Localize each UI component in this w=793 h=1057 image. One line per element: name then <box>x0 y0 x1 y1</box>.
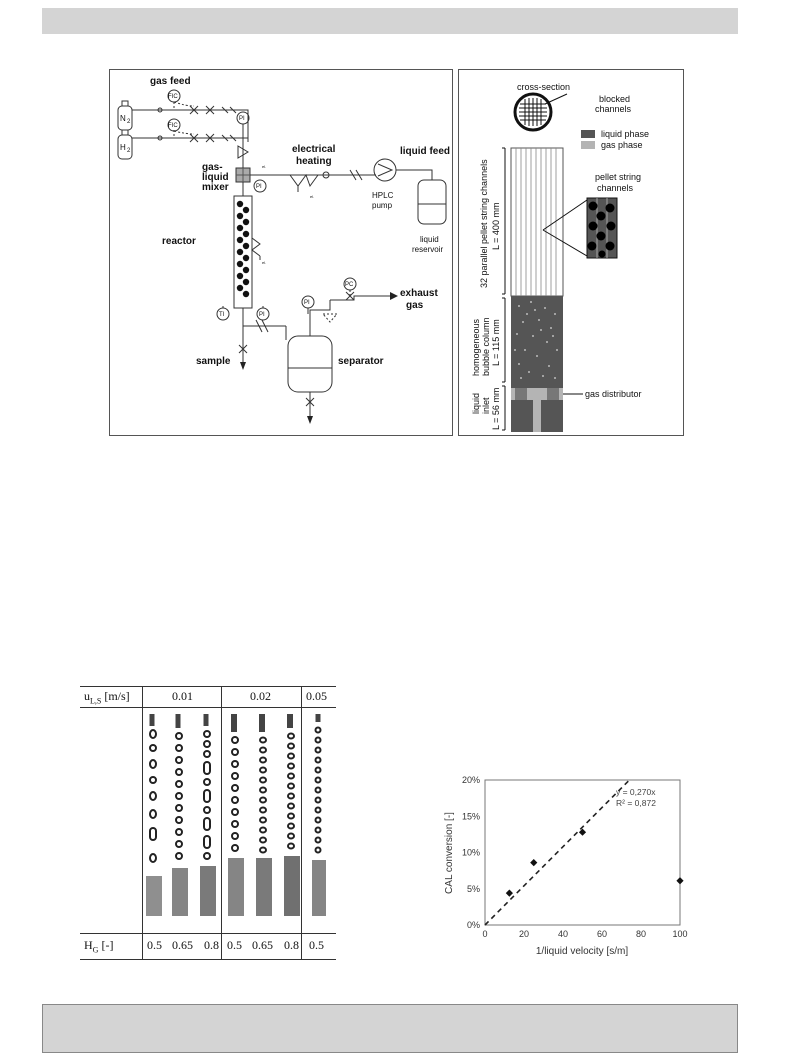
svg-text:pump: pump <box>372 201 393 210</box>
svg-text:el.: el. <box>310 194 315 199</box>
footer-bar <box>42 1004 738 1053</box>
separator-label: separator <box>338 356 384 367</box>
svg-text:channels: channels <box>597 183 634 193</box>
svg-text:exhaust: exhaust <box>400 288 438 299</box>
svg-text:gas: gas <box>406 300 424 311</box>
process-flow-svg <box>110 70 454 437</box>
x-tick-label: 100 <box>672 929 688 939</box>
svg-text:L = 115 mm: L = 115 mm <box>491 319 501 366</box>
svg-text:liquid: liquid <box>471 392 481 414</box>
equation-label: y = 0,270x <box>616 787 656 797</box>
conversion-chart <box>430 770 710 960</box>
svg-text:homogeneous: homogeneous <box>471 318 481 376</box>
svg-text:32 parallel pellet string chan: 32 parallel pellet string channels <box>479 159 489 288</box>
svg-text:gas distributor: gas distributor <box>585 389 642 399</box>
x-axis-label: 1/liquid velocity [s/m] <box>535 946 629 957</box>
velocity-0-05: 0.05 <box>306 689 327 703</box>
svg-text:2: 2 <box>127 119 131 125</box>
svg-text:FIC: FIC <box>168 94 178 100</box>
gas-feed-label: gas feed <box>150 76 191 87</box>
reactor-label: reactor <box>162 236 196 247</box>
velocity-row-label: $u_{L,S}$ [m/s] <box>84 689 130 706</box>
r2-label: R² = 0,872 <box>616 798 656 808</box>
svg-text:bubble column: bubble column <box>481 317 491 376</box>
svg-text:PI: PI <box>304 300 310 306</box>
x-tick-label: 20 <box>518 929 530 939</box>
reactor-detail-svg <box>459 70 685 437</box>
svg-text:reservoir: reservoir <box>412 245 444 254</box>
holdup-row-label: $H_G$ [-] <box>84 938 114 955</box>
reactor-detail-panel <box>458 69 684 436</box>
svg-text:liquid: liquid <box>202 172 229 183</box>
liquid-reservoir <box>418 180 446 224</box>
svg-text:HPLC: HPLC <box>372 191 394 200</box>
svg-text:pellet string: pellet string <box>595 172 642 182</box>
bubble-column-zone <box>511 296 563 384</box>
x-tick-label: 60 <box>596 929 608 939</box>
svg-text:inlet: inlet <box>481 397 491 414</box>
separator-vessel <box>288 336 332 392</box>
velocity-0-01: 0.01 <box>172 689 193 703</box>
svg-text:heating: heating <box>296 156 332 167</box>
svg-text:L = 56 mm: L = 56 mm <box>491 387 501 430</box>
svg-text:el.: el. <box>262 164 267 169</box>
flow-regime-table: $u_{L,S}$ [m/s] 0.01 0.02 0.05 $H_G$ [-] 0.5 0.65 0.8 0.5 0.65 0.8 0.5 <box>80 686 336 960</box>
y-tick-label: 0% <box>466 920 480 930</box>
svg-text:mixer: mixer <box>202 182 229 193</box>
svg-text:liquid phase: liquid phase <box>601 129 650 139</box>
svg-text:liquid: liquid <box>420 235 439 244</box>
svg-text:cross-section: cross-section <box>517 82 571 92</box>
svg-text:N: N <box>120 114 126 123</box>
y-tick-label: 5% <box>466 883 480 894</box>
bubble-images <box>142 708 336 933</box>
svg-text:blocked: blocked <box>599 94 631 104</box>
svg-text:PI: PI <box>259 312 265 318</box>
svg-text:2: 2 <box>127 148 131 154</box>
svg-text:electrical: electrical <box>292 144 336 155</box>
x-tick-label: 40 <box>557 929 569 939</box>
svg-text:FIC: FIC <box>168 123 178 129</box>
svg-text:channels: channels <box>595 104 632 114</box>
legend-liquid-swatch <box>581 130 595 138</box>
svg-text:H: H <box>120 143 126 152</box>
svg-text:el.: el. <box>262 260 267 265</box>
velocity-0-02: 0.02 <box>250 689 271 703</box>
y-axis-label: CAL conversion [-] <box>444 812 455 894</box>
x-tick-label: 80 <box>635 929 647 939</box>
conversion-chart-svg <box>430 770 710 960</box>
svg-text:PC: PC <box>345 282 354 288</box>
legend-gas-swatch <box>581 141 595 149</box>
process-flow-diagram <box>109 69 453 436</box>
liquid-feed-label: liquid feed <box>400 146 450 157</box>
sample-label: sample <box>196 356 231 367</box>
reactor-pellets <box>237 201 249 297</box>
y-tick-label: 10% <box>461 847 480 858</box>
svg-text:gas-: gas- <box>202 162 223 173</box>
svg-text:TI: TI <box>219 312 225 318</box>
svg-text:gas phase: gas phase <box>601 140 643 150</box>
svg-text:L = 400 mm: L = 400 mm <box>491 202 501 250</box>
svg-text:PI: PI <box>239 116 245 122</box>
y-tick-label: 20% <box>461 775 480 785</box>
svg-text:PI: PI <box>256 184 262 190</box>
header-bar <box>42 8 738 34</box>
y-tick-label: 15% <box>461 811 480 822</box>
x-tick-label: 0 <box>482 929 488 939</box>
